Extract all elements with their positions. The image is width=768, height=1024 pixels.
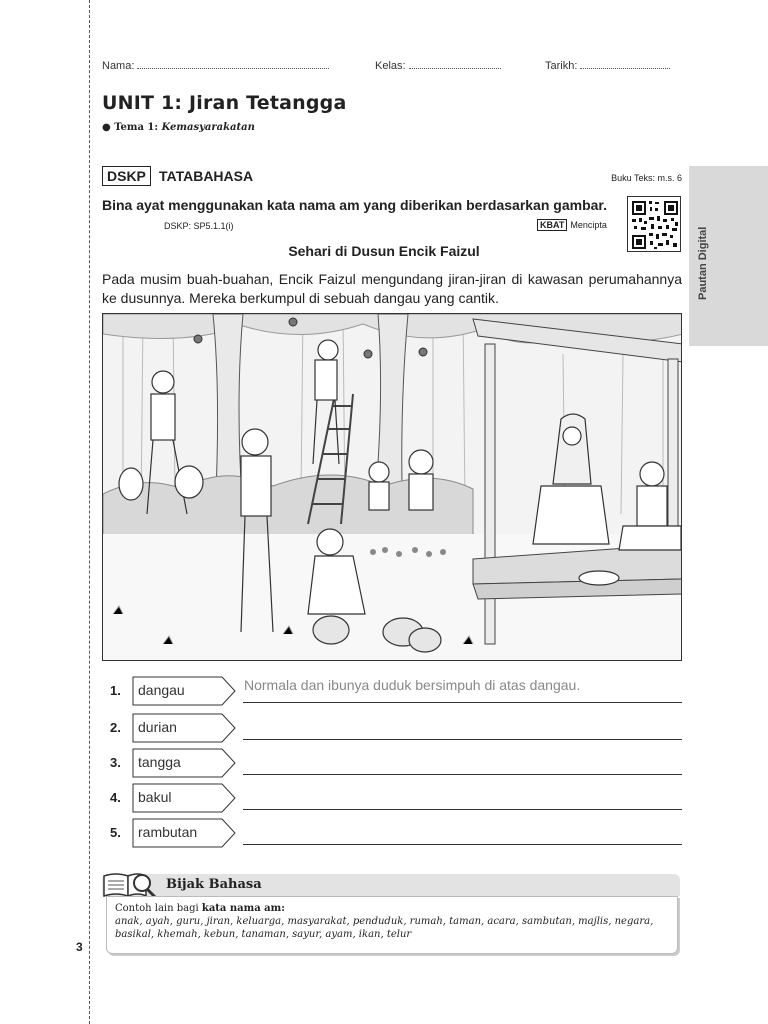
tema-name: Kemasyarakatan <box>161 122 255 133</box>
answer-line[interactable] <box>243 702 682 703</box>
digital-link-tab-label: Pautan Digital <box>697 226 709 300</box>
story-text: Pada musim buah-buahan, Encik Faizul mengundang jiran-jiran di kawasan perumahannya ke dusunnya. Mereka berkumpul di sebuah dangau yang cantik. <box>102 271 682 306</box>
tarikh-label: Tarikh: <box>545 60 578 72</box>
exercise-word: tangga <box>138 754 181 770</box>
section-topic: TATABAHASA <box>159 168 254 184</box>
exercise-word: bakul <box>138 789 172 805</box>
kbat-tag <box>537 220 607 230</box>
story-title: Sehari di Dusun Encik Faizul <box>288 243 480 259</box>
nama-label: Nama: <box>102 60 135 72</box>
kelas-line[interactable] <box>409 59 501 69</box>
answer-line[interactable] <box>243 844 682 845</box>
exercise-row <box>102 748 682 778</box>
exercise-number: 1. <box>110 683 121 698</box>
exercise-number: 3. <box>110 755 121 770</box>
exercise-word: rambutan <box>138 824 198 840</box>
example-answer: Normala dan ibunya duduk bersimpuh di atas dangau. <box>244 677 581 693</box>
kelas-label: Kelas: <box>375 60 406 72</box>
dskp-code: DSKP: SP5.1.1(i) <box>164 221 234 231</box>
bijak-bahasa-body <box>106 896 678 954</box>
cut-line <box>89 0 90 1024</box>
kbat-badge: KBAT <box>537 219 567 231</box>
exercise-row <box>102 676 682 706</box>
instruction-text: Bina ayat menggunakan kata nama am yang diberikan berdasarkan gambar. <box>102 197 607 213</box>
exercise-word: dangau <box>138 682 185 698</box>
exercise-number: 5. <box>110 825 121 840</box>
bullet-icon: ● <box>102 122 111 133</box>
exercise-number: 2. <box>110 720 121 735</box>
exercise-row <box>102 783 682 813</box>
dskp-badge: DSKP <box>102 166 151 186</box>
exercise-row <box>102 713 682 743</box>
orchard-illustration <box>102 313 682 661</box>
kbat-value: Mencipta <box>570 220 607 230</box>
exercise-number: 4. <box>110 790 121 805</box>
bijak-bahasa-title: Bijak Bahasa <box>166 877 262 892</box>
page-number: 3 <box>76 940 83 954</box>
bijak-bahasa-box <box>102 874 680 958</box>
nama-field[interactable] <box>102 59 329 72</box>
bijak-intro-bold: kata nama am: <box>201 903 285 914</box>
exercise-word: durian <box>138 719 177 735</box>
bijak-intro-prefix: Contoh lain bagi <box>115 903 202 914</box>
nama-line[interactable] <box>137 59 329 69</box>
kelas-field[interactable] <box>375 59 501 72</box>
answer-line[interactable] <box>243 809 682 810</box>
exercise-row <box>102 818 682 848</box>
textbook-reference: Buku Teks: m.s. 6 <box>611 173 682 183</box>
answer-line[interactable] <box>243 739 682 740</box>
unit-title: UNIT 1: Jiran Tetangga <box>102 92 347 114</box>
answer-line[interactable] <box>243 774 682 775</box>
tarikh-line[interactable] <box>580 59 670 69</box>
tema-label: Tema 1: <box>114 122 159 133</box>
tema-line <box>102 122 255 133</box>
bijak-intro <box>115 902 669 915</box>
tarikh-field[interactable] <box>545 59 670 72</box>
bijak-examples: anak, ayah, guru, jiran, keluarga, masyarakat, penduduk, rumah, taman, acara, sambutan, majlis, negara, basikal, khemah, kebun, tanaman, sayur, ayam, ikan, telur <box>115 916 654 940</box>
